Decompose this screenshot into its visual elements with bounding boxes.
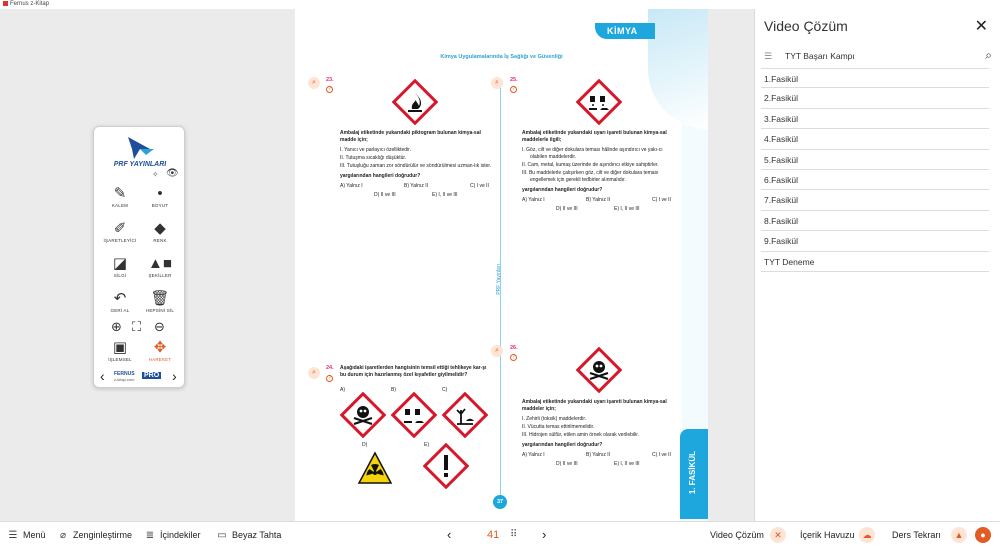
panel-title: Video Çözüm: [764, 18, 848, 34]
shapes-icon: ▲■: [148, 255, 172, 272]
graduation-cap-icon[interactable]: ▲: [951, 527, 967, 543]
next-page-button[interactable]: [542, 522, 546, 547]
publisher-logo: [94, 135, 186, 168]
book-page: [295, 9, 708, 521]
menu-label: Menü: [23, 530, 46, 540]
toxic-skull-pictogram-q26: [576, 347, 622, 393]
option-a[interactable]: A) Yalnız I: [522, 197, 545, 203]
prev-page-button[interactable]: [447, 522, 451, 547]
zoom-question-icon[interactable]: ⌕: [308, 367, 320, 379]
window-icon: ▣: [112, 339, 128, 356]
fasikul-list: [761, 68, 989, 272]
help-icon[interactable]: ?: [510, 354, 517, 361]
bottom-toolbar: [0, 521, 1000, 547]
list-item[interactable]: 1.Fasikül: [761, 68, 989, 88]
zoom-out-icon[interactable]: ⊖: [154, 319, 165, 334]
option-d[interactable]: D) II ve III: [556, 206, 578, 212]
list-item[interactable]: 4.Fasikül: [761, 129, 989, 149]
tool-label: KALEM: [111, 203, 129, 208]
icerik-havuzu-button[interactable]: [800, 522, 855, 547]
move-icon: ✥: [153, 339, 167, 356]
list-item[interactable]: 5.Fasikül: [761, 150, 989, 170]
help-icon[interactable]: ?: [326, 86, 333, 93]
tool-renk[interactable]: [140, 220, 180, 243]
statement: III. Tutuşluğu zaman zor söndürülür ve söndürülmesi uzman-lık ister.: [340, 163, 492, 169]
question-number: 24.: [326, 365, 334, 371]
sort-list-icon[interactable]: ☰: [764, 51, 773, 61]
tool-label: HAREKET: [148, 357, 172, 362]
undo-icon: ↶: [113, 290, 127, 307]
option-c-label[interactable]: C): [442, 387, 448, 393]
beyaz-tahta-button[interactable]: [215, 522, 281, 547]
exclamation-pictogram: [423, 443, 469, 489]
statement: II. Cam, metal, kumaş üzerinde de aşındırıcı etkiye sahiptirler.: [522, 162, 659, 168]
ders-tekrari-label: Ders Tekrarı: [892, 530, 941, 540]
flammable-pictogram: [392, 79, 438, 125]
statement: III. Bu maddelerle çalışırken göz, cilt ve diğer dokulara teması engellemek için gerekli tedbirler alınmalıdır.: [522, 170, 659, 183]
fit-page-icon[interactable]: ⛶: [132, 319, 142, 334]
statement: I. Yanıcı ve parlayıcı özelliktedir.: [340, 147, 411, 153]
prf-logo-icon: [120, 135, 160, 161]
tool-isaretleyici[interactable]: [100, 220, 140, 243]
zenginlestirme-label: Zenginleştirme: [73, 530, 133, 540]
publisher-brand: PRF YAYINLARI: [113, 161, 167, 168]
environment-pictogram: [442, 392, 488, 438]
option-c[interactable]: C) I ve II: [652, 452, 671, 458]
option-e[interactable]: E) I, II ve III: [614, 461, 640, 467]
tool-kalem[interactable]: [100, 185, 140, 208]
list-item[interactable]: TYT Deneme: [761, 252, 989, 272]
tool-islemsel[interactable]: [100, 339, 140, 362]
icindekiler-button[interactable]: [143, 522, 201, 547]
question-26: [522, 399, 674, 468]
zoom-question-icon[interactable]: ⌕: [491, 77, 503, 89]
help-icon[interactable]: ?: [326, 375, 333, 382]
title-bar: [0, 0, 1000, 9]
close-video-icon[interactable]: ✕: [770, 527, 786, 543]
statement: II. Tutuşma sıcaklığı düşüktür.: [340, 155, 407, 161]
question-24: [340, 365, 492, 379]
option-e[interactable]: E) I, II ve III: [614, 206, 640, 212]
tool-label: GERİ AL: [110, 308, 130, 313]
answer-options: [522, 197, 674, 213]
corrosive-pictogram: [576, 79, 622, 125]
user-avatar-icon[interactable]: ●: [975, 527, 991, 543]
tool-label: ŞEKİLLER: [148, 273, 172, 278]
question-23: [340, 130, 492, 199]
list-item[interactable]: 3.Fasikül: [761, 109, 989, 129]
video-cozum-label: Video Çözüm: [710, 530, 764, 540]
list-item[interactable]: 6.Fasikül: [761, 170, 989, 190]
prev-toolbar-icon[interactable]: ‹: [100, 368, 105, 384]
list-item[interactable]: 2.Fasikül: [761, 88, 989, 108]
option-b[interactable]: B) Yalnız II: [404, 183, 428, 189]
option-a[interactable]: A) Yalnız I: [522, 452, 545, 458]
paint-bucket-icon: ◆: [154, 220, 166, 237]
grid-icon: ⠿: [510, 529, 518, 540]
radiation-pictogram: [357, 451, 393, 487]
chevron-left-icon: ‹: [447, 527, 452, 542]
trash-icon: 🗑: [150, 290, 170, 307]
drawing-toolbox: [93, 126, 185, 388]
size-dot-icon: •: [157, 185, 163, 202]
printed-page-number: 37: [493, 495, 507, 509]
tool-hareket[interactable]: [140, 339, 180, 362]
option-b[interactable]: B) Yalnız II: [586, 197, 610, 203]
help-icon[interactable]: ?: [510, 86, 517, 93]
zoom-question-icon[interactable]: ⌕: [308, 77, 320, 89]
option-d-label[interactable]: D): [362, 442, 368, 448]
statement: III. Hidrojen sülfür, etilen amin örnek olarak verilebilir.: [522, 432, 639, 438]
list-item[interactable]: 7.Fasikül: [761, 190, 989, 210]
question-number: 25.: [510, 77, 518, 83]
option-a[interactable]: A) Yalnız I: [340, 183, 363, 189]
fernus-pro-logo: [114, 371, 166, 385]
zoom-in-icon[interactable]: ⊕: [111, 319, 122, 334]
current-page-number[interactable]: 41: [487, 529, 500, 541]
beyaz-tahta-label: Beyaz Tahta: [232, 530, 282, 540]
section-title: Kimya Uygulamalarında İş Sağlığı ve Güvenliği: [440, 54, 563, 60]
question-ask: yargılarından hangileri doğrudur?: [522, 187, 603, 193]
menu-button[interactable]: [6, 522, 46, 547]
question-stem: Ambalaj etiketinde yukarıdaki uyarı işareti bulunan kimya-sal maddeler için;: [522, 399, 667, 412]
answer-options: [340, 183, 492, 199]
eye-icon[interactable]: 👁: [166, 168, 179, 179]
option-d[interactable]: D) II ve III: [556, 461, 578, 467]
tool-label: SİLGİ: [113, 273, 127, 278]
subject-tab: KİMYA: [595, 23, 655, 39]
corrosive-pictogram-b: [391, 392, 437, 438]
option-e-label[interactable]: E): [424, 442, 429, 448]
filter-label: TYT Başarı Kampı: [785, 51, 855, 61]
eraser-icon: ◪: [112, 255, 128, 272]
tool-silgi[interactable]: [100, 255, 140, 278]
app-logo-icon: [3, 1, 8, 6]
zoom-question-icon[interactable]: ⌕: [491, 345, 503, 357]
tool-geri-al[interactable]: [100, 290, 140, 313]
page-grid-button[interactable]: [510, 522, 517, 547]
close-icon[interactable]: ✕: [974, 18, 988, 35]
tool-label: İŞLEMSEL: [108, 357, 132, 362]
question-ask: yargılarından hangileri doğrudur?: [340, 173, 421, 179]
video-solution-panel: [754, 9, 1000, 521]
option-a-label[interactable]: A): [340, 387, 345, 393]
question-ask: yargılarından hangileri doğrudur?: [522, 442, 603, 448]
search-icon[interactable]: ⌕: [985, 48, 992, 62]
statement: I. Zehirli (toksik) maddelerdir.: [522, 416, 587, 422]
fernus-brand: FERNUS: [114, 371, 135, 377]
tool-boyut[interactable]: [140, 185, 180, 208]
paperclip-icon: ⌀: [59, 530, 67, 541]
statement: I. Göz, cilt ve diğer dokulara teması hâlinde aşındırıcı ve yakı-cı olabilen maddelerdir.: [522, 147, 663, 160]
cloud-icon[interactable]: ☁: [859, 527, 875, 543]
app-title: Fernus z-Kitap: [10, 1, 50, 7]
tool-label: İŞARETLEYİCİ: [103, 238, 137, 243]
menu-icon: ☰: [8, 530, 18, 541]
ders-tekrari-button[interactable]: [892, 522, 941, 547]
zenginlestirme-button[interactable]: [56, 522, 132, 547]
fasikul-label: 1. FASİKÜL: [688, 451, 697, 495]
option-c[interactable]: C) I ve II: [652, 197, 671, 203]
settings-spark-icon[interactable]: ✧: [152, 170, 159, 179]
statement: II. Vücutta temas ettirilmemelidir.: [522, 424, 595, 430]
whiteboard-icon: ▭: [217, 530, 227, 541]
question-number: 23.: [326, 77, 334, 83]
option-c[interactable]: C) I ve II: [470, 183, 489, 189]
tool-label: BOYUT: [151, 203, 169, 208]
question-25: [522, 130, 674, 213]
option-b[interactable]: B) Yalnız II: [586, 452, 610, 458]
icindekiler-label: İçindekiler: [160, 530, 201, 540]
video-cozum-button[interactable]: [710, 522, 764, 547]
answer-options: [522, 452, 674, 468]
list-item[interactable]: 8.Fasikül: [761, 211, 989, 231]
option-e[interactable]: E) I, II ve III: [432, 192, 458, 198]
tool-label: RENK: [153, 238, 167, 243]
chevron-right-icon: ›: [542, 527, 547, 542]
pro-badge: PRO: [144, 372, 160, 379]
fasikul-tab: [680, 429, 708, 519]
question-number: 26.: [510, 345, 518, 351]
tool-hepsini-sil[interactable]: [140, 290, 180, 313]
spine-text: PRF Yayınları: [496, 264, 502, 295]
icerik-havuzu-label: İçerik Havuzu: [800, 530, 855, 540]
option-b-label[interactable]: B): [391, 387, 396, 393]
fernus-sub: z-kitap.com: [114, 377, 135, 382]
list-icon: ≣: [145, 530, 155, 541]
option-d[interactable]: D) II ve III: [374, 192, 396, 198]
question-stem: Ambalaj etiketinde yukarıdaki piktogram bulunan kimya-sal madde için;: [340, 130, 481, 143]
filter-row[interactable]: [764, 49, 992, 65]
tool-label: HEPSİNİ SİL: [145, 308, 175, 313]
next-toolbar-icon[interactable]: ›: [172, 368, 177, 384]
list-item[interactable]: 9.Fasikül: [761, 231, 989, 251]
question-stem: Aşağıdaki işaretlerden hangisinin temsil ettiği tehlikeye kar-şı bu durum için hazırlanmış özel kıyafetler giyilmelidir?: [340, 365, 487, 378]
question-stem: Ambalaj etiketinde yukarıdaki uyarı işareti bulunan kimya-sal maddelerle ilgili;: [522, 130, 667, 143]
toxic-skull-pictogram: [340, 392, 386, 438]
tool-sekiller[interactable]: [140, 255, 180, 278]
page-corner-decoration: [648, 9, 708, 129]
highlighter-icon: ✐: [113, 220, 127, 237]
pen-icon: ✎: [113, 185, 127, 202]
